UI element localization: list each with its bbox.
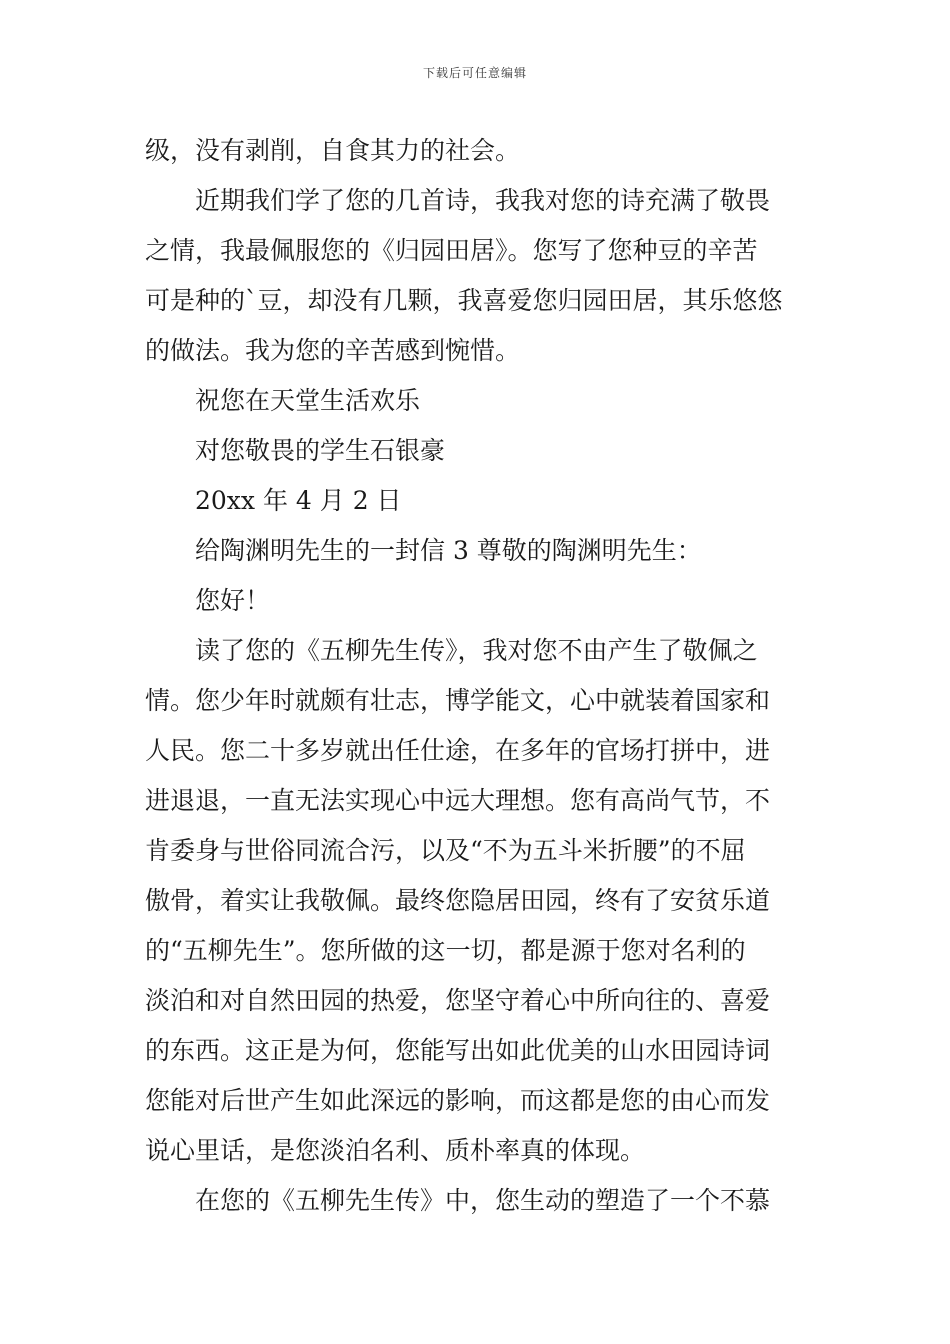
text-line: 肯委身与世俗同流合污，以及“不为五斗米折腰”的不屈 <box>145 836 746 865</box>
text-line: 之情，我最佩服您的《归园田居》。您写了您种豆的辛苦 <box>145 236 758 265</box>
text-line: 级，没有剥削，自食其力的社会。 <box>145 136 521 165</box>
signature-line: 对您敬畏的学生石银豪 <box>195 436 446 465</box>
text-line: 人民。您二十多岁就出任仕途，在多年的官场打拼中，进 <box>145 736 771 765</box>
paragraph-start-line: 读了您的《五柳先生传》，我对您不由产生了敬佩之 <box>195 636 758 665</box>
text-line: 进退退，一直无法实现心中远大理想。您有高尚气节，不 <box>145 786 771 815</box>
text-line: 傲骨，着实让我敬佩。最终您隐居田园，终有了安贫乐道 <box>145 886 771 915</box>
greeting-line: 您好！ <box>195 586 271 615</box>
date-line: 20xx 年 4 月 2 日 <box>195 486 402 515</box>
text-line: 的做法。我为您的辛苦感到惋惜。 <box>145 336 521 365</box>
closing-wish: 祝您在天堂生活欢乐 <box>195 386 421 415</box>
text-line: 的东西。这正是为何，您能写出如此优美的山水田园诗词 <box>145 1036 771 1065</box>
document-body <box>145 126 810 1226</box>
text-line: 的“五柳先生”。您所做的这一切，都是源于您对名利的 <box>145 936 746 965</box>
text-line: 淡泊和对自然田园的热爱，您坚守着心中所向往的、喜爱 <box>145 986 771 1015</box>
paragraph-start-line: 在您的《五柳先生传》中，您生动的塑造了一个不慕 <box>195 1186 771 1215</box>
text-line: 您能对后世产生如此深远的影响，而这都是您的由心而发 <box>145 1086 771 1115</box>
text-line: 情。您少年时就颇有壮志，博学能文，心中就装着国家和 <box>145 686 771 715</box>
page-header-note: 下载后可任意编辑 <box>422 66 527 80</box>
paragraph-start-line: 近期我们学了您的几首诗，我我对您的诗充满了敬畏 <box>195 186 771 215</box>
letter-title-line: 给陶渊明先生的一封信 3 尊敬的陶渊明先生： <box>195 536 702 565</box>
text-line: 说心里话，是您淡泊名利、质朴率真的体现。 <box>145 1136 646 1165</box>
text-line: 可是种的`豆，却没有几颗，我喜爱您归园田居，其乐悠悠 <box>145 286 783 315</box>
